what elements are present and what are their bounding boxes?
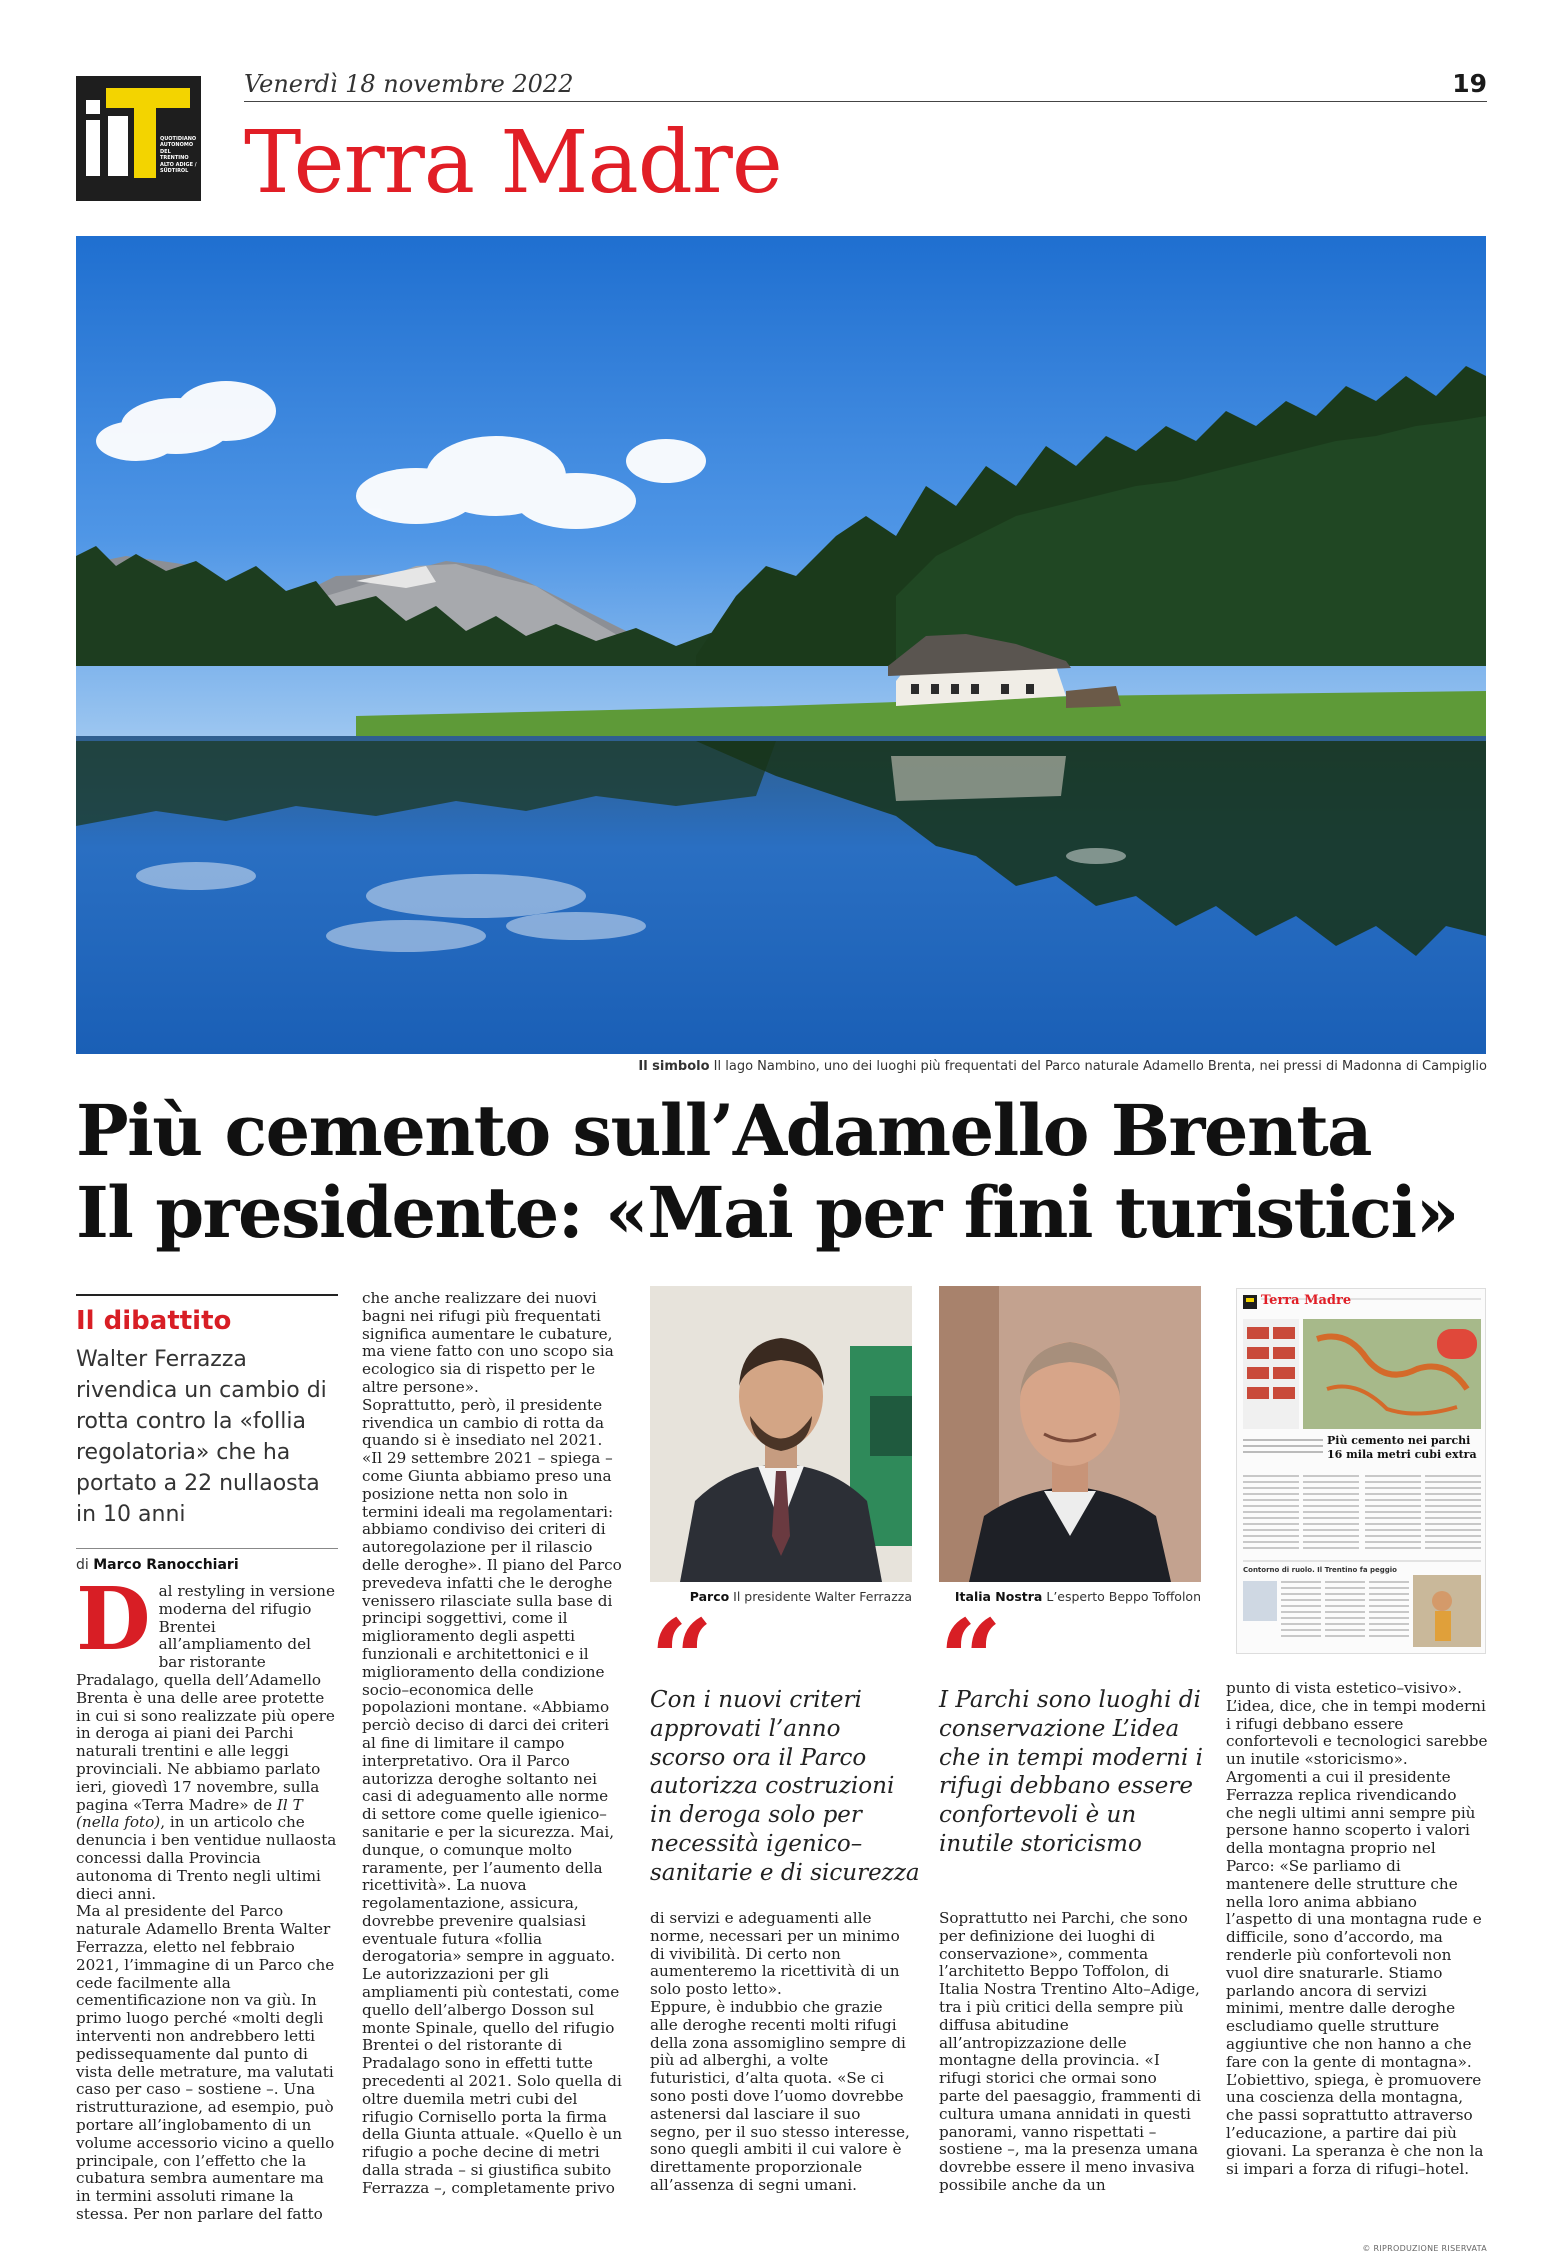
kicker-rule (76, 1294, 338, 1296)
body-paragraph: di servizi e adeguamenti alle norme, necessari per un minimo di vivibilità. Di certo non aumenteremo la ricettività di un solo posto letto». (650, 1909, 900, 1999)
logo-tagline: QUOTIDIANO AUTONOMO DEL TRENTINO ALTO ADIGE / SÜDTIROL (160, 136, 197, 175)
hero-photo-lake-nambino (76, 236, 1486, 1054)
headline-line-1: Più cemento sull’Adamello Brenta (76, 1089, 1372, 1172)
body-paragraph: Soprattutto nei Parchi, che sono per definizione dei luoghi di conservazione», commenta l’architetto Beppo Toffolon, di Italia Nostra Trentino Alto–Adige, tra i più critici della sempre più diffusa abitudine all’antropizzazione delle montagne della provincia. «I rifugi storici che ormai sono parte del paesaggio, frammenti di cultura umana annidati in questi panorami, vanno rispettati – sostiene –, ma la presenza umana dovrebbe essere il meno invasiva possibile anche da un (939, 1909, 1201, 2194)
quote-mark-icon: “ (939, 1595, 997, 1724)
article-summary: Walter Ferrazza rivendica un cambio di rotta contro la «follia regolatoria» che ha portato a 22 nullaosta in 10 anni (76, 1347, 327, 1527)
body-italic: (nella foto) (76, 1813, 161, 1832)
byline-author: Marco Ranocchiari (93, 1557, 239, 1573)
copyright-notice: © RIPRODUZIONE RISERVATA (1362, 2244, 1487, 2253)
quote-mark-icon: “ (650, 1595, 708, 1724)
body-paragraph: , in un articolo che denuncia i ben ventidue nullaosta concessi dalla Provincia autonoma di Trento negli ultimi dieci anni. (76, 1813, 337, 1903)
body-paragraph: Soprattutto, però, il presidente rivendica un cambio di rotta da quando si è insediato nel 2021. «Il 29 settembre 2021 – spiega – come Giunta abbiamo preso una posizione netta non solo in termini ideali ma regolamentari: abbiamo condiviso dei criteri di autoregolazione per il rilascio delle deroghe». Il piano del Parco prevedeva infatti che le deroghe venissero rilasciate sulla base di principi soggettivi, come il miglioramento degli aspetti funzionali e architettonici e il miglioramento della condizione socio–economica delle popolazioni montane. «Abbiamo perciò deciso di darci dei criteri al fine di limitare il campo interpretativo. Ora il Parco autorizza deroghe soltanto nei casi di adeguamento alle norme di settore come quelle igienico–sanitarie e per la sicurezza. Mai, dunque, o comunque molto raramente, per l’aumento della ricettività». La nuova regolamentazione, assicura, dovrebbe prevenire qualsiasi eventuale futura «follia derogatoria» sempre in agguato. (362, 1395, 622, 1966)
body-paragraph: al restyling in versione moderna del rifugio Brentei all’ampliamento del bar ristorante Pradalago, quella dell’Adamello Brenta è una delle aree protette in cui si sono realizzate più opere in deroga ai piani dei Parchi naturali trentini e alle leggi provinciali. Ne abbiamo parlato ieri, giovedì 17 novembre, sulla pagina «Terra Madre» de (76, 1582, 335, 1814)
byline (76, 1555, 338, 1575)
previous-page-thumbnail (1236, 1288, 1486, 1654)
portrait-caption-text: Il presidente Walter Ferrazza (729, 1589, 912, 1604)
headline (76, 1090, 1496, 1254)
article-column-4 (939, 1910, 1201, 2195)
body-text-col1 (76, 1569, 338, 2224)
hero-caption (638, 1058, 1487, 1076)
thumbnail-section: Terra Madre (1261, 1293, 1352, 1308)
body-paragraph: Le autorizzazioni per gli ampliamenti più contestati, come quello dell’albergo Dosson sul monte Spinale, quello del rifugio Brentei o del ristorante di Pradalago sono in effetti tutte precedenti al 2021. Solo quella di oltre duemila metri cubi del rifugio Cornisello porta la firma della Giunta attuale. «Quello è un rifugio a poche decine di metri dalla strada – si giustifica subito Ferrazza –, completamente privo (362, 1965, 623, 2197)
body-italic: Il T (276, 1795, 303, 1814)
caption-label: Il simbolo (638, 1059, 710, 1074)
newspaper-logo (76, 76, 201, 201)
portrait-beppo-toffolon (939, 1286, 1201, 1582)
thumbnail-subhead: Contorno di ruolo. Il Trentino fa peggio (1243, 1566, 1397, 1574)
body-paragraph: punto di vista estetico–visivo». L’idea, dice, che in tempi moderni i rifugi debbano essere confortevoli e tecnologici sarebbe un inutile «storicismo». (1226, 1679, 1488, 1769)
body-paragraph: che anche realizzare dei nuovi bagni nei rifugi più frequentati significa aumentare le cubature, ma viene fatto con uno scopo sia ecologico sia di rispetto per le altre persone». (362, 1289, 614, 1396)
byline-rule (76, 1548, 338, 1549)
portrait-caption-label: Parco (689, 1589, 730, 1604)
issue-date: Venerdì 18 novembre 2022 (244, 70, 574, 98)
article-column-3 (650, 1910, 912, 2195)
portrait-caption-text: L’esperto Beppo Toffolon (1042, 1589, 1201, 1604)
page-number: 19 (1452, 69, 1487, 98)
body-paragraph: Argomenti a cui il presidente Ferrazza replica rivendicando che negli ultimi anni sempre più persone hanno scoperto i valori della montagna proprio nel Parco: «Se parliamo di mantenere delle strutture che nella loro anima abbiano l’aspetto di una montagna rude e difficile, sono d’accordo, ma renderle più confortevoli non vuol dire snaturarle. Stiamo parlando ancora di servizi minimi, mentre dalle deroghe escludiamo quelle strutture aggiuntive che non hanno a che fare con la gente di montagna». L’obiettivo, spiega, è promuovere una coscienza della montagna, che passi soprattutto attraverso l’educazione, a partire dai più giovani. La speranza è che non la si impari a forza di rifugi–hotel. (1226, 1767, 1484, 2178)
portrait-caption-label: Italia Nostra (954, 1589, 1043, 1604)
thumbnail-headline-2: 16 mila metri cubi extra (1327, 1448, 1477, 1461)
thumbnail-headline-1: Più cemento nei parchi (1327, 1434, 1471, 1447)
body-paragraph: Eppure, è indubbio che grazie alle deroghe recenti molti rifugi della zona assomiglino sempre di più ad alberghi, a volte futuristici, d’alta quota. «Se ci sono posti dove l’uomo dovrebbe astenersi dal lasciare il suo segno, per il suo stesso interesse, sono quegli ambiti il cui valore è direttamente proporzionale all’assenza di segni umani. (650, 1997, 910, 2194)
pull-quote-text: Con i nuovi criteri approvati l’anno scorso ora il Parco autorizza costruzioni in deroga solo per necessità igenico–sanitarie e di sicurezza (650, 1687, 920, 1886)
dropcap: D (76, 1569, 151, 1670)
pull-quote-text: I Parchi sono luoghi di conservazione L’idea che in tempi moderni i rifugi debbano essere confortevoli è un inutile storicismo (939, 1687, 1203, 1857)
header-rule (244, 101, 1487, 102)
byline-prefix: di (76, 1557, 94, 1573)
kicker: Il dibattito (76, 1306, 232, 1336)
article-column-5 (1226, 1680, 1488, 2178)
section-title: Terra Madre (244, 113, 782, 213)
body-paragraph: Ma al presidente del Parco naturale Adamello Brenta Walter Ferrazza, eletto nel febbraio 2021, l’immagine di un Parco che cede facilmente alla cementificazione non va giù. In primo luogo perché «molti degli interventi non andrebbero letti pedissequamente dal punto di vista delle metrature, ma valutati caso per caso – sostiene –. Una ristrutturazione, ad esempio, può portare all’inglobamento di un volume accessorio vicino a quello principale, con l’effetto che la cubatura sembra aumentare ma in termini assoluti rimane la stessa. Per non parlare del fatto (76, 1902, 335, 2223)
article-column-2 (362, 1290, 624, 2198)
caption-text: Il lago Nambino, uno dei luoghi più frequentati del Parco naturale Adamello Brenta, nei pressi di Madonna di Campiglio (709, 1059, 1487, 1074)
portrait-walter-ferrazza (650, 1286, 912, 1582)
article-column-1 (76, 1294, 338, 2224)
headline-line-2: Il presidente: «Mai per fini turistici» (76, 1171, 1458, 1254)
